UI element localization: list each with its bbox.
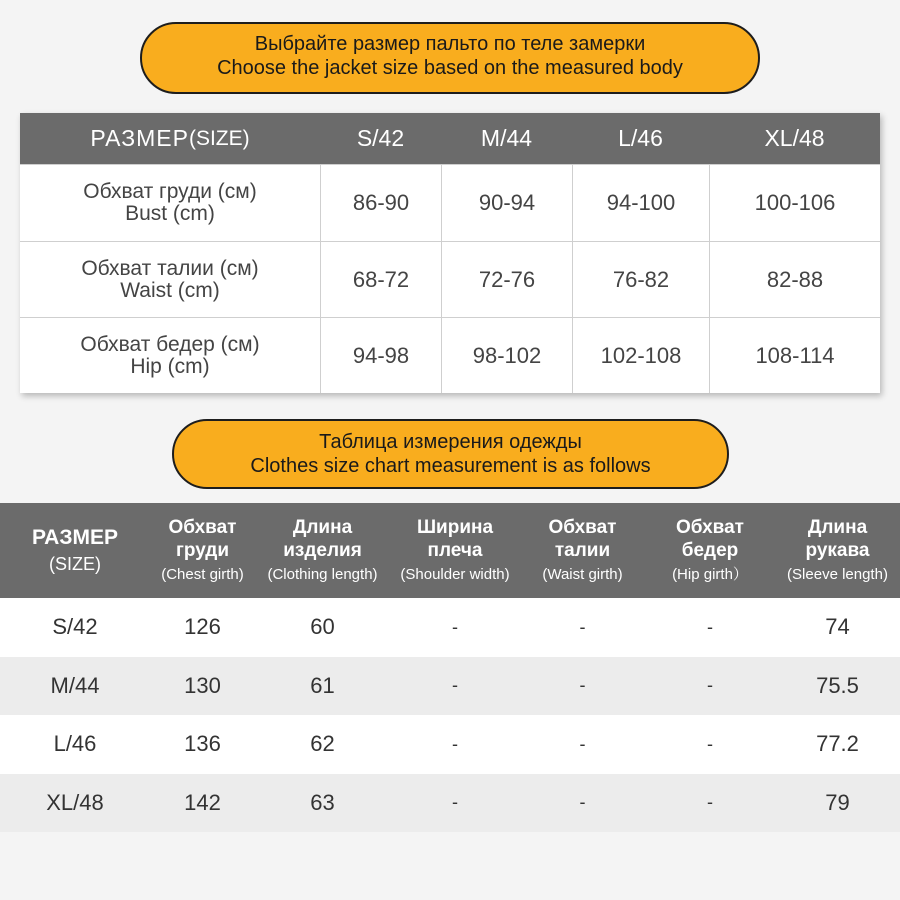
column-title-en: (Clothing length)	[267, 565, 378, 583]
size-cell: XL/48	[46, 789, 104, 815]
table-cell: -	[579, 733, 586, 754]
table-row	[0, 774, 900, 833]
table-cell: 75.5	[816, 672, 859, 698]
table-cell: 108-114	[709, 318, 880, 393]
column-title-ru: рукава	[805, 539, 870, 561]
row-label-en: Bust (cm)	[125, 202, 215, 225]
garment-size-table	[0, 503, 900, 832]
table-cell: 61	[310, 672, 335, 698]
size-column-header: M/44	[480, 125, 533, 151]
column-title-en: (Hip girth）	[672, 565, 748, 583]
column-header-length	[255, 516, 390, 586]
table-cell: 136	[184, 731, 221, 757]
table-cell: -	[452, 792, 458, 813]
table-cell: -	[452, 675, 458, 696]
column-header-chest	[150, 516, 255, 586]
column-title-ru: изделия	[283, 539, 362, 561]
table-cell: 79	[825, 789, 850, 815]
column-title-ru: груди	[175, 539, 230, 561]
table-cell: -	[579, 675, 586, 696]
table-cell: 60	[310, 614, 335, 640]
column-title-en: (Sleeve length)	[787, 565, 888, 583]
row-label	[20, 318, 320, 393]
body-measurement-table	[20, 113, 880, 393]
table-cell: 62	[310, 731, 335, 757]
column-header-waist	[520, 516, 645, 586]
table-row	[0, 715, 900, 774]
column-header-shoulder	[390, 516, 520, 586]
size-header-main: РАЗМЕР	[32, 525, 118, 549]
garment-table-header	[0, 503, 900, 598]
table-cell: 126	[184, 614, 221, 640]
garment-chart-banner	[172, 419, 729, 489]
table-cell: 76-82	[572, 242, 709, 317]
banner-text-ru: Выбрайте размер пальто по теле замерки	[254, 33, 646, 55]
size-column-header: S/42	[356, 125, 405, 151]
banner-text-ru: Таблица измерения одежды	[319, 431, 582, 453]
table-cell: 98-102	[441, 318, 572, 393]
column-title-ru: Длина	[292, 516, 353, 538]
table-cell: 94-100	[572, 165, 709, 241]
table-cell: -	[452, 616, 458, 637]
table-row	[0, 657, 900, 716]
table-cell: 72-76	[441, 242, 572, 317]
row-label	[20, 165, 320, 241]
row-label-en: Hip (cm)	[130, 354, 210, 378]
table-row	[20, 317, 880, 393]
banner-text-en: Clothes size chart measurement is as follows	[250, 455, 651, 477]
row-label-ru: Обхват бедер (см)	[80, 332, 260, 356]
size-column-header: XL/48	[764, 125, 825, 151]
column-header-sleeve	[775, 516, 900, 586]
table-cell: -	[707, 675, 713, 696]
column-title-ru: бедер	[681, 539, 739, 561]
column-title-en: (Waist girth)	[542, 565, 623, 583]
column-title-ru: Обхват	[168, 516, 237, 538]
table-cell: 74	[825, 614, 850, 640]
table-cell: 90-94	[441, 165, 572, 241]
table-cell: 102-108	[572, 318, 709, 393]
column-title-ru: Ширина	[416, 516, 494, 538]
table-row	[20, 164, 880, 241]
table-cell: -	[452, 733, 458, 754]
size-header-cell	[20, 125, 320, 152]
table-cell: -	[579, 792, 586, 813]
body-measurement-banner	[140, 22, 760, 94]
size-column-header: L/46	[618, 125, 663, 151]
table-cell: 77.2	[816, 731, 859, 757]
size-cell: L/46	[53, 731, 97, 757]
size-header-main: РАЗМЕР	[90, 125, 189, 151]
table-cell: 63	[310, 789, 335, 815]
column-title-ru: Обхват	[548, 516, 617, 538]
table-cell: -	[579, 616, 586, 637]
table-cell: 100-106	[709, 165, 880, 241]
table-cell: 94-98	[320, 318, 441, 393]
table-cell: 142	[184, 789, 221, 815]
size-header-sub: (SIZE)	[49, 553, 101, 574]
table-cell: -	[707, 616, 713, 637]
column-header-hip	[645, 516, 775, 586]
row-label-ru: Обхват груди (см)	[83, 180, 257, 203]
column-title-en: (Chest girth)	[161, 565, 244, 583]
column-title-ru: Длина	[807, 516, 868, 538]
column-title-ru: плеча	[427, 539, 483, 561]
size-header-sub: (SIZE)	[188, 126, 250, 150]
row-label-ru: Обхват талии (см)	[81, 256, 259, 280]
table-row	[0, 598, 900, 657]
table-cell: 68-72	[320, 242, 441, 317]
row-label	[20, 242, 320, 317]
body-table-header	[20, 113, 880, 164]
table-row	[20, 241, 880, 317]
table-cell: 86-90	[320, 165, 441, 241]
row-label-en: Waist (cm)	[120, 278, 220, 302]
column-title-ru: Обхват	[676, 516, 744, 538]
size-header-cell	[0, 526, 150, 576]
table-cell: -	[707, 792, 713, 813]
table-cell: -	[707, 733, 713, 754]
banner-text-en: Choose the jacket size based on the measured body	[217, 57, 683, 79]
size-cell: S/42	[52, 614, 98, 640]
column-title-en: (Shoulder width)	[400, 565, 510, 583]
column-title-ru: талии	[554, 539, 611, 561]
table-cell: 82-88	[709, 242, 880, 317]
table-cell: 130	[184, 672, 221, 698]
size-cell: M/44	[50, 672, 100, 698]
